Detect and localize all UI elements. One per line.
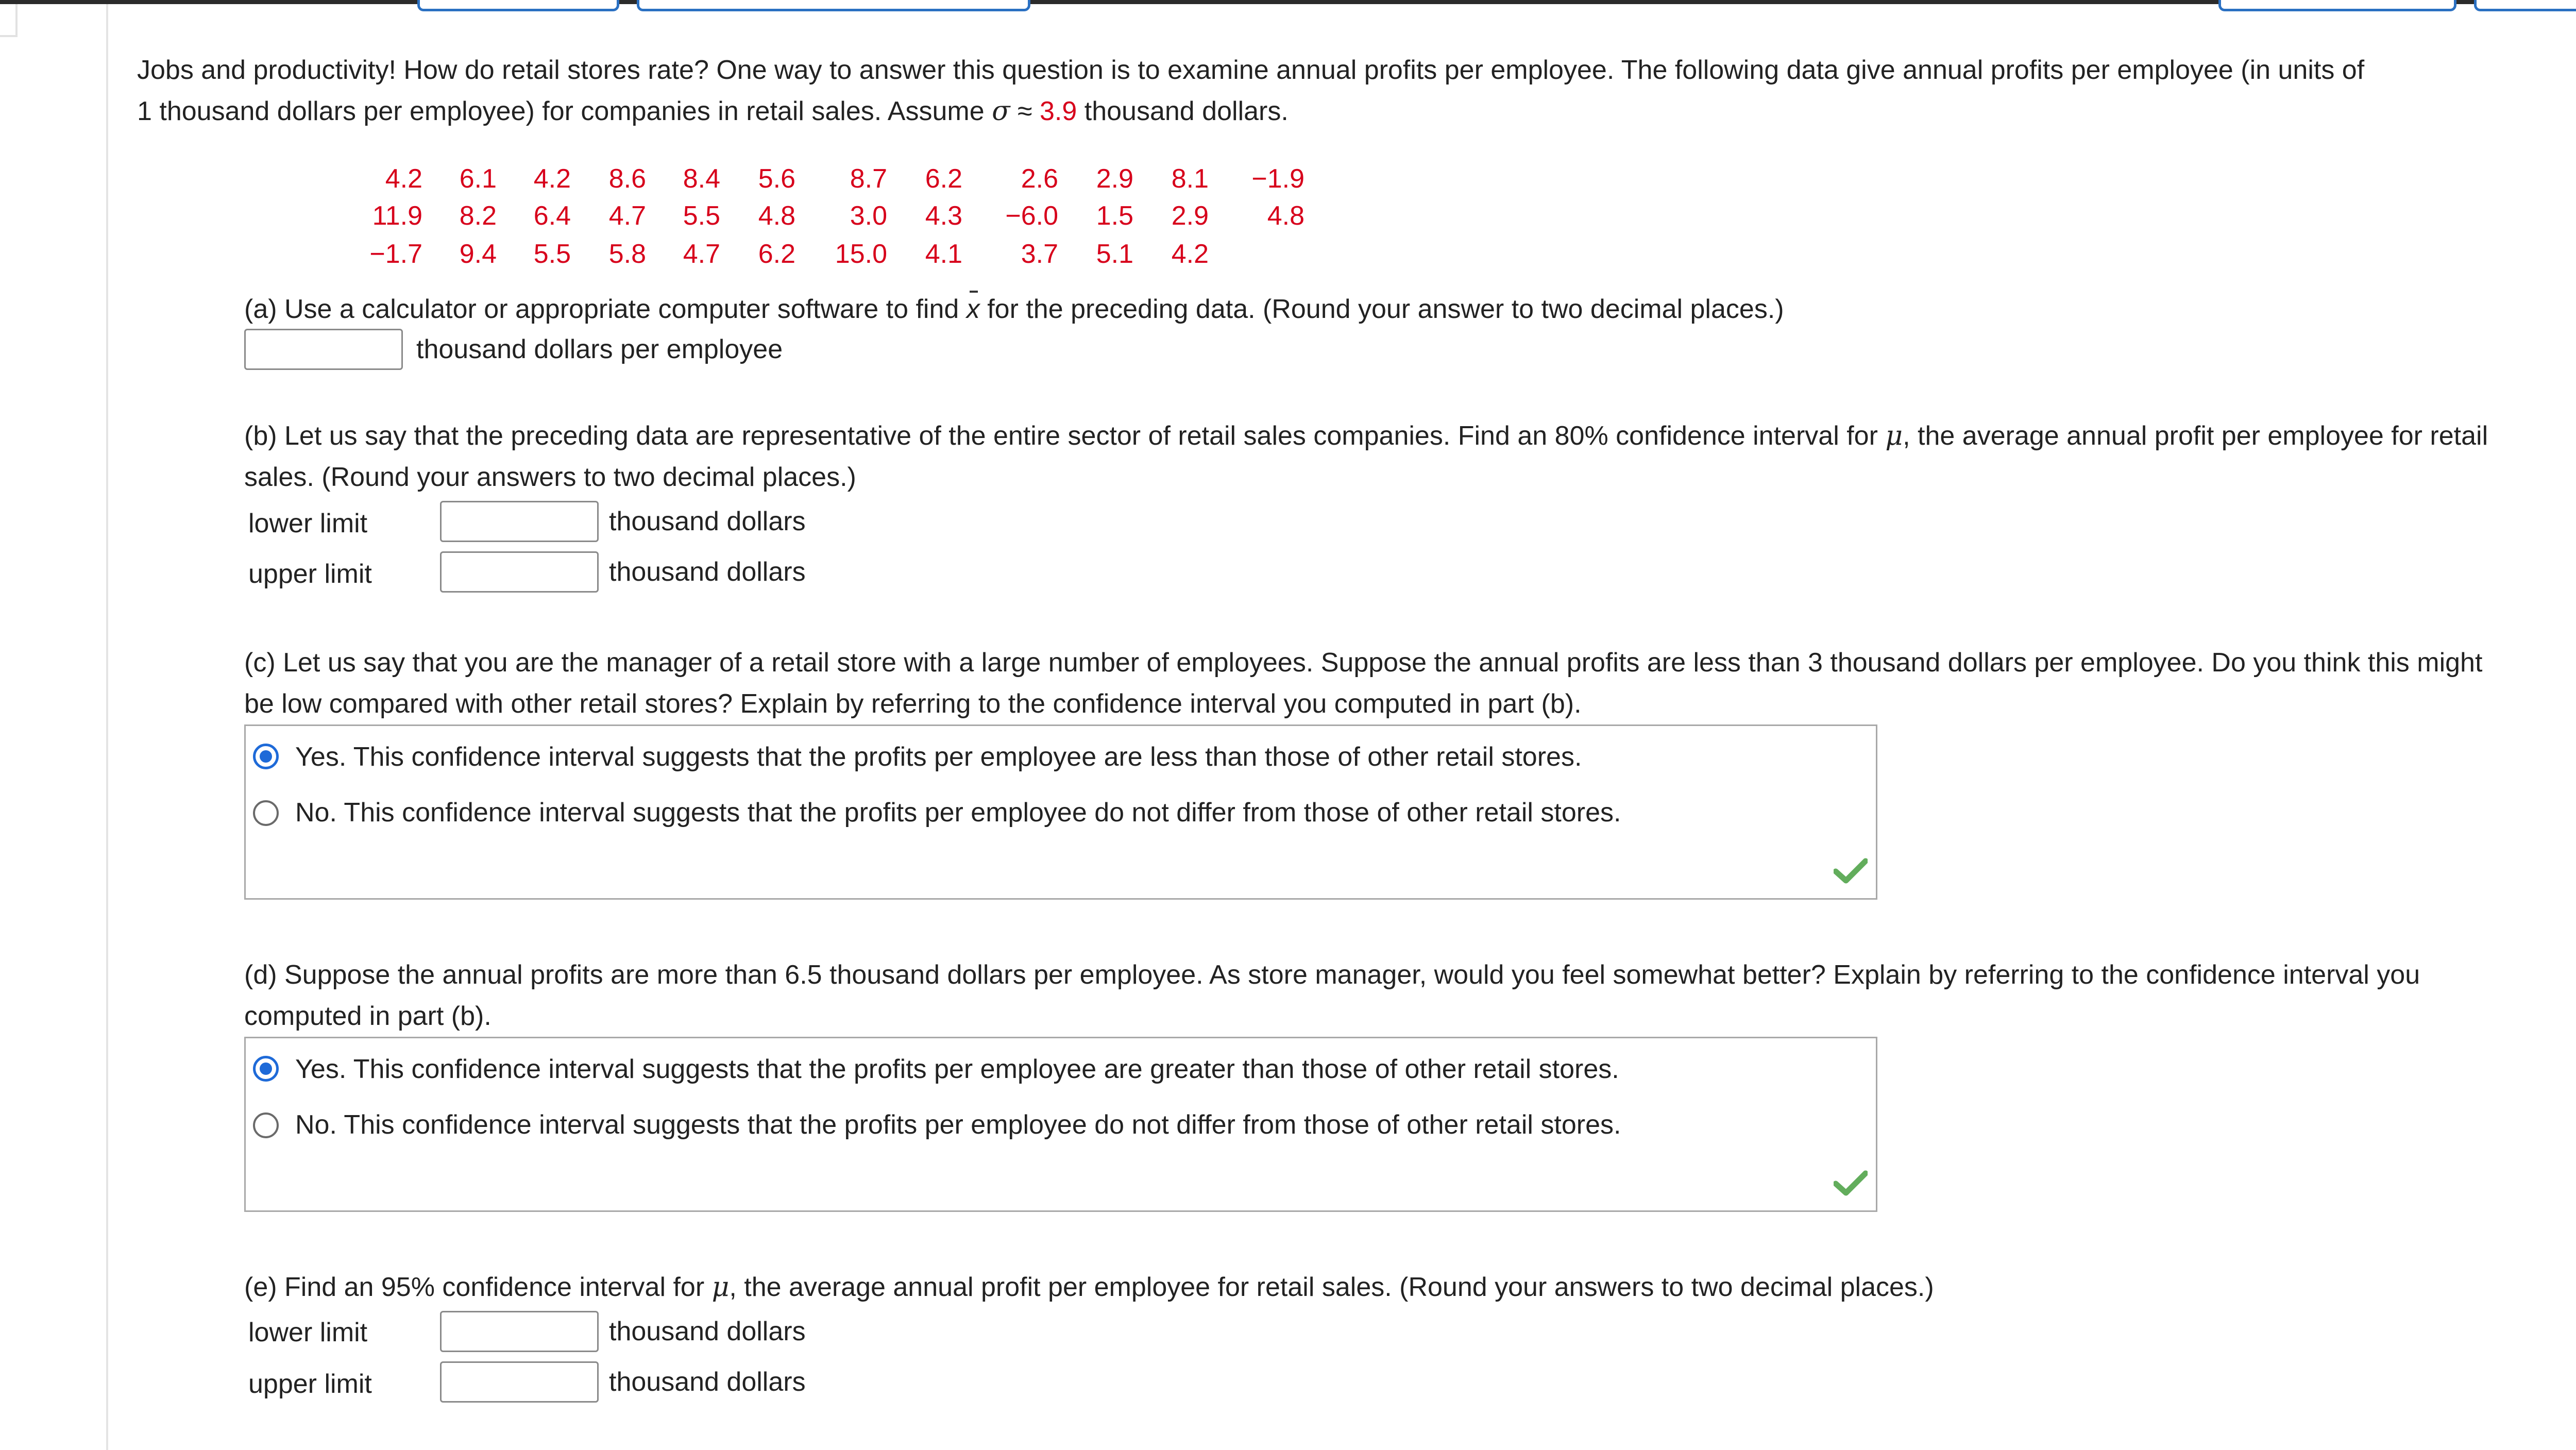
part-b-question-line-1 bbox=[244, 415, 2488, 457]
data-cell: 2.9 bbox=[1096, 164, 1133, 194]
data-cell: 4.2 bbox=[385, 164, 422, 194]
part-d-question-line-2: computed in part (b). bbox=[244, 1001, 492, 1031]
part-a-question bbox=[244, 289, 1784, 330]
xbar-symbol: x bbox=[967, 289, 980, 330]
part-c-no-radio[interactable] bbox=[253, 800, 279, 826]
data-cell: 8.2 bbox=[459, 201, 497, 231]
data-cell: 3.0 bbox=[850, 201, 887, 231]
data-cell: 5.1 bbox=[1096, 239, 1133, 269]
data-cell: 8.1 bbox=[1171, 164, 1209, 194]
data-cell: 6.2 bbox=[925, 164, 962, 194]
part-c-no-label[interactable]: No. This confidence interval suggests that the profits per employee do not differ from those of other retail stores. bbox=[295, 798, 1621, 828]
data-row bbox=[0, 236, 1340, 272]
data-cell: −6.0 bbox=[1005, 201, 1058, 231]
part-b-question-line-2: sales. (Round your answers to two decimal places.) bbox=[244, 462, 856, 492]
sigma-value: 3.9 bbox=[1040, 96, 1077, 126]
mu-symbol: μ bbox=[711, 1272, 730, 1303]
data-cell: 4.3 bbox=[925, 201, 962, 231]
data-cell: 8.4 bbox=[683, 164, 720, 194]
part-b-lower-label: lower limit bbox=[248, 509, 368, 538]
data-cell: 2.9 bbox=[1171, 201, 1209, 231]
data-cell: 3.7 bbox=[1021, 239, 1058, 269]
mu-symbol: μ bbox=[1885, 420, 1903, 451]
part-e-lower-input[interactable] bbox=[440, 1311, 599, 1352]
data-cell: 5.6 bbox=[758, 164, 795, 194]
sigma-symbol: σ bbox=[992, 96, 1010, 127]
part-e-upper-unit: thousand dollars bbox=[609, 1367, 806, 1397]
frame-corner bbox=[0, 4, 18, 37]
data-cell: 4.8 bbox=[1267, 201, 1304, 231]
data-row bbox=[0, 198, 1340, 234]
data-cell: 4.1 bbox=[925, 239, 962, 269]
intro-line-2-prefix: 1 thousand dollars per employee) for companies in retail sales. Assume bbox=[137, 96, 992, 126]
data-cell: 4.7 bbox=[683, 239, 720, 269]
part-c-question-line-1: (c) Let us say that you are the manager of a retail store with a large number of employees. Suppose the annual profits are less than 3 thousand dollars per employee. Do you think this might bbox=[244, 648, 2483, 678]
part-c-choices bbox=[244, 724, 1877, 900]
data-cell: 15.0 bbox=[835, 239, 887, 269]
intro-line-2-suffix: thousand dollars. bbox=[1077, 96, 1289, 126]
part-d-choices bbox=[244, 1037, 1877, 1212]
part-e-suffix: , the average annual profit per employee for retail sales. (Round your answers to two decimal places.) bbox=[729, 1272, 1934, 1302]
part-c-yes-radio[interactable] bbox=[253, 744, 279, 769]
data-cell: 2.6 bbox=[1021, 164, 1058, 194]
intro-line-2 bbox=[137, 91, 1289, 132]
data-cell: 8.6 bbox=[608, 164, 646, 194]
check-icon bbox=[1834, 858, 1868, 884]
data-cell: 8.7 bbox=[850, 164, 887, 194]
part-d-no-radio[interactable] bbox=[253, 1112, 279, 1138]
part-d-yes-label[interactable]: Yes. This confidence interval suggests that the profits per employee are greater than those of other retail stores. bbox=[295, 1054, 1619, 1084]
data-cell: 6.2 bbox=[758, 239, 795, 269]
data-cell: 4.8 bbox=[758, 201, 795, 231]
part-b-lower-input[interactable] bbox=[440, 501, 599, 542]
part-e-question bbox=[244, 1267, 1934, 1308]
data-cell: 6.1 bbox=[459, 164, 497, 194]
part-b-upper-unit: thousand dollars bbox=[609, 557, 806, 587]
data-row bbox=[0, 161, 1340, 197]
part-b-lower-unit: thousand dollars bbox=[609, 507, 806, 536]
part-a-unit: thousand dollars per employee bbox=[416, 334, 783, 364]
part-e-lower-label: lower limit bbox=[248, 1318, 368, 1347]
data-cell: −1.7 bbox=[369, 239, 422, 269]
data-cell: 6.4 bbox=[533, 201, 571, 231]
data-cell: 11.9 bbox=[372, 201, 422, 231]
part-e-prefix: (e) Find an 95% confidence interval for bbox=[244, 1272, 712, 1302]
intro-line-1: Jobs and productivity! How do retail stores rate? One way to answer this question is to examine annual profits per employee. The following data give annual profits per employee (in units of bbox=[137, 55, 2365, 85]
part-e-upper-input[interactable] bbox=[440, 1361, 599, 1403]
data-cell: 1.5 bbox=[1096, 201, 1133, 231]
data-cell: 4.7 bbox=[608, 201, 646, 231]
data-cell: 4.2 bbox=[533, 164, 571, 194]
data-cell: 9.4 bbox=[459, 239, 497, 269]
part-e-lower-unit: thousand dollars bbox=[609, 1317, 806, 1346]
part-a-prefix: (a) Use a calculator or appropriate computer software to find bbox=[244, 294, 967, 324]
check-icon bbox=[1834, 1170, 1868, 1196]
part-d-question-line-1: (d) Suppose the annual profits are more than 6.5 thousand dollars per employee. As store manager, would you feel somewhat better? Explain by referring to the confidence interval you bbox=[244, 960, 2420, 990]
part-c-yes-label[interactable]: Yes. This confidence interval suggests that the profits per employee are less than those of other retail stores. bbox=[295, 742, 1582, 772]
part-e-upper-label: upper limit bbox=[248, 1369, 372, 1399]
data-cell: 5.5 bbox=[533, 239, 571, 269]
top-bar bbox=[0, 0, 2576, 4]
part-b-upper-input[interactable] bbox=[440, 551, 599, 593]
part-d-yes-radio[interactable] bbox=[253, 1056, 279, 1082]
part-b-suffix: , the average annual profit per employee for retail bbox=[1903, 421, 2488, 451]
part-c-question-line-2: be low compared with other retail stores? Explain by referring to the confidence interval you computed in part (b). bbox=[244, 689, 1582, 719]
data-cell: −1.9 bbox=[1251, 164, 1304, 194]
data-cell: 5.8 bbox=[608, 239, 646, 269]
part-b-prefix: (b) Let us say that the preceding data are representative of the entire sector of retail sales companies. Find an 80% confidence interval for bbox=[244, 421, 1886, 451]
data-cell: 4.2 bbox=[1171, 239, 1209, 269]
approx-symbol: ≈ bbox=[1010, 96, 1040, 126]
mean-input[interactable] bbox=[244, 329, 403, 370]
part-b-upper-label: upper limit bbox=[248, 559, 372, 589]
part-d-no-label[interactable]: No. This confidence interval suggests that the profits per employee do not differ from those of other retail stores. bbox=[295, 1110, 1621, 1140]
data-cell: 5.5 bbox=[683, 201, 720, 231]
part-a-suffix: for the preceding data. (Round your answer to two decimal places.) bbox=[979, 294, 1784, 324]
